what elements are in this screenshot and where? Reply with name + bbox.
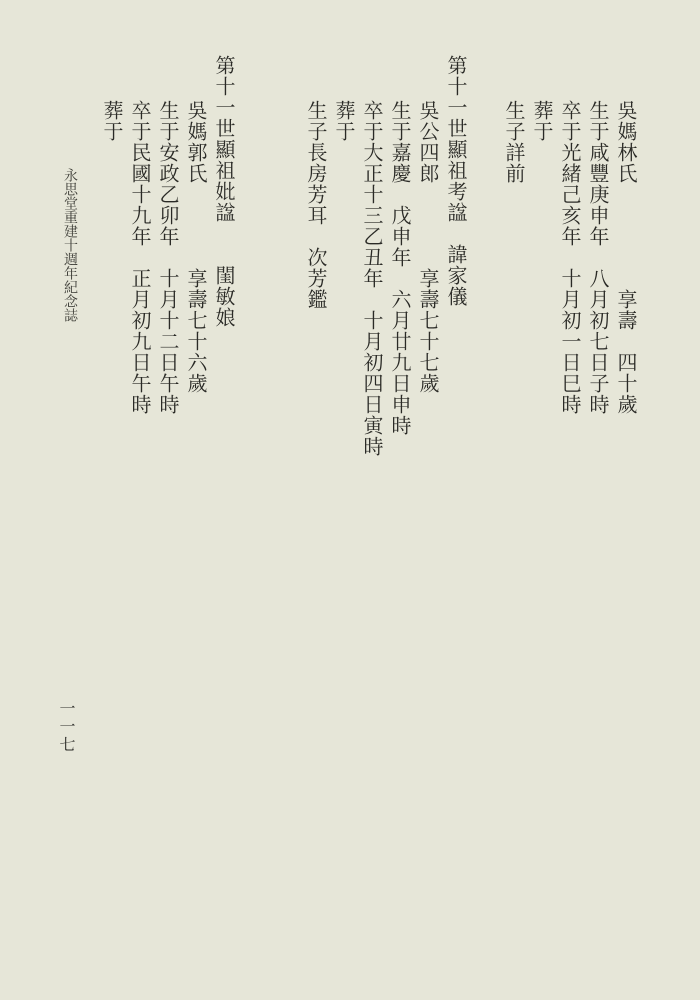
entry-line: 卒于大正十三乙丑年 十月初四日寅時 [360,100,384,457]
entry-line: 卒于光緒己亥年 十月初一日巳時 [558,100,582,415]
entry-line: 葬于 [530,100,554,142]
entry-heading: 第十一世顯祖妣諡 閨敏娘 [212,55,236,328]
entry-line: 吳媽郭氏 享壽七十六歲 [184,100,208,394]
entry-line: 吳公四郎 享壽七十七歲 [416,100,440,394]
entry-line: 葬于 [332,100,356,142]
entry-line: 生于咸豐庚申年 八月初七日子時 [586,100,610,415]
entry-line: 生子長房芳耳 次芳鑑 [304,100,328,310]
entry-line: 生于安政乙卯年 十月十二日午時 [156,100,180,415]
entry-line: 吳媽林氏 享壽 四十歲 [614,100,638,415]
entry-heading: 第十一世顯祖考諡 諱家儀 [444,55,468,307]
page-number: 一一七 [57,700,76,754]
book-title: 永思堂重建十週年紀念誌 [62,168,78,322]
entry-line: 葬于 [100,100,124,142]
entry-line: 卒于民國十九年 正月初九日午時 [128,100,152,415]
entry-line: 生子詳前 [502,100,526,184]
entry-line: 生于嘉慶 戊申年 六月廿九日申時 [388,100,412,436]
